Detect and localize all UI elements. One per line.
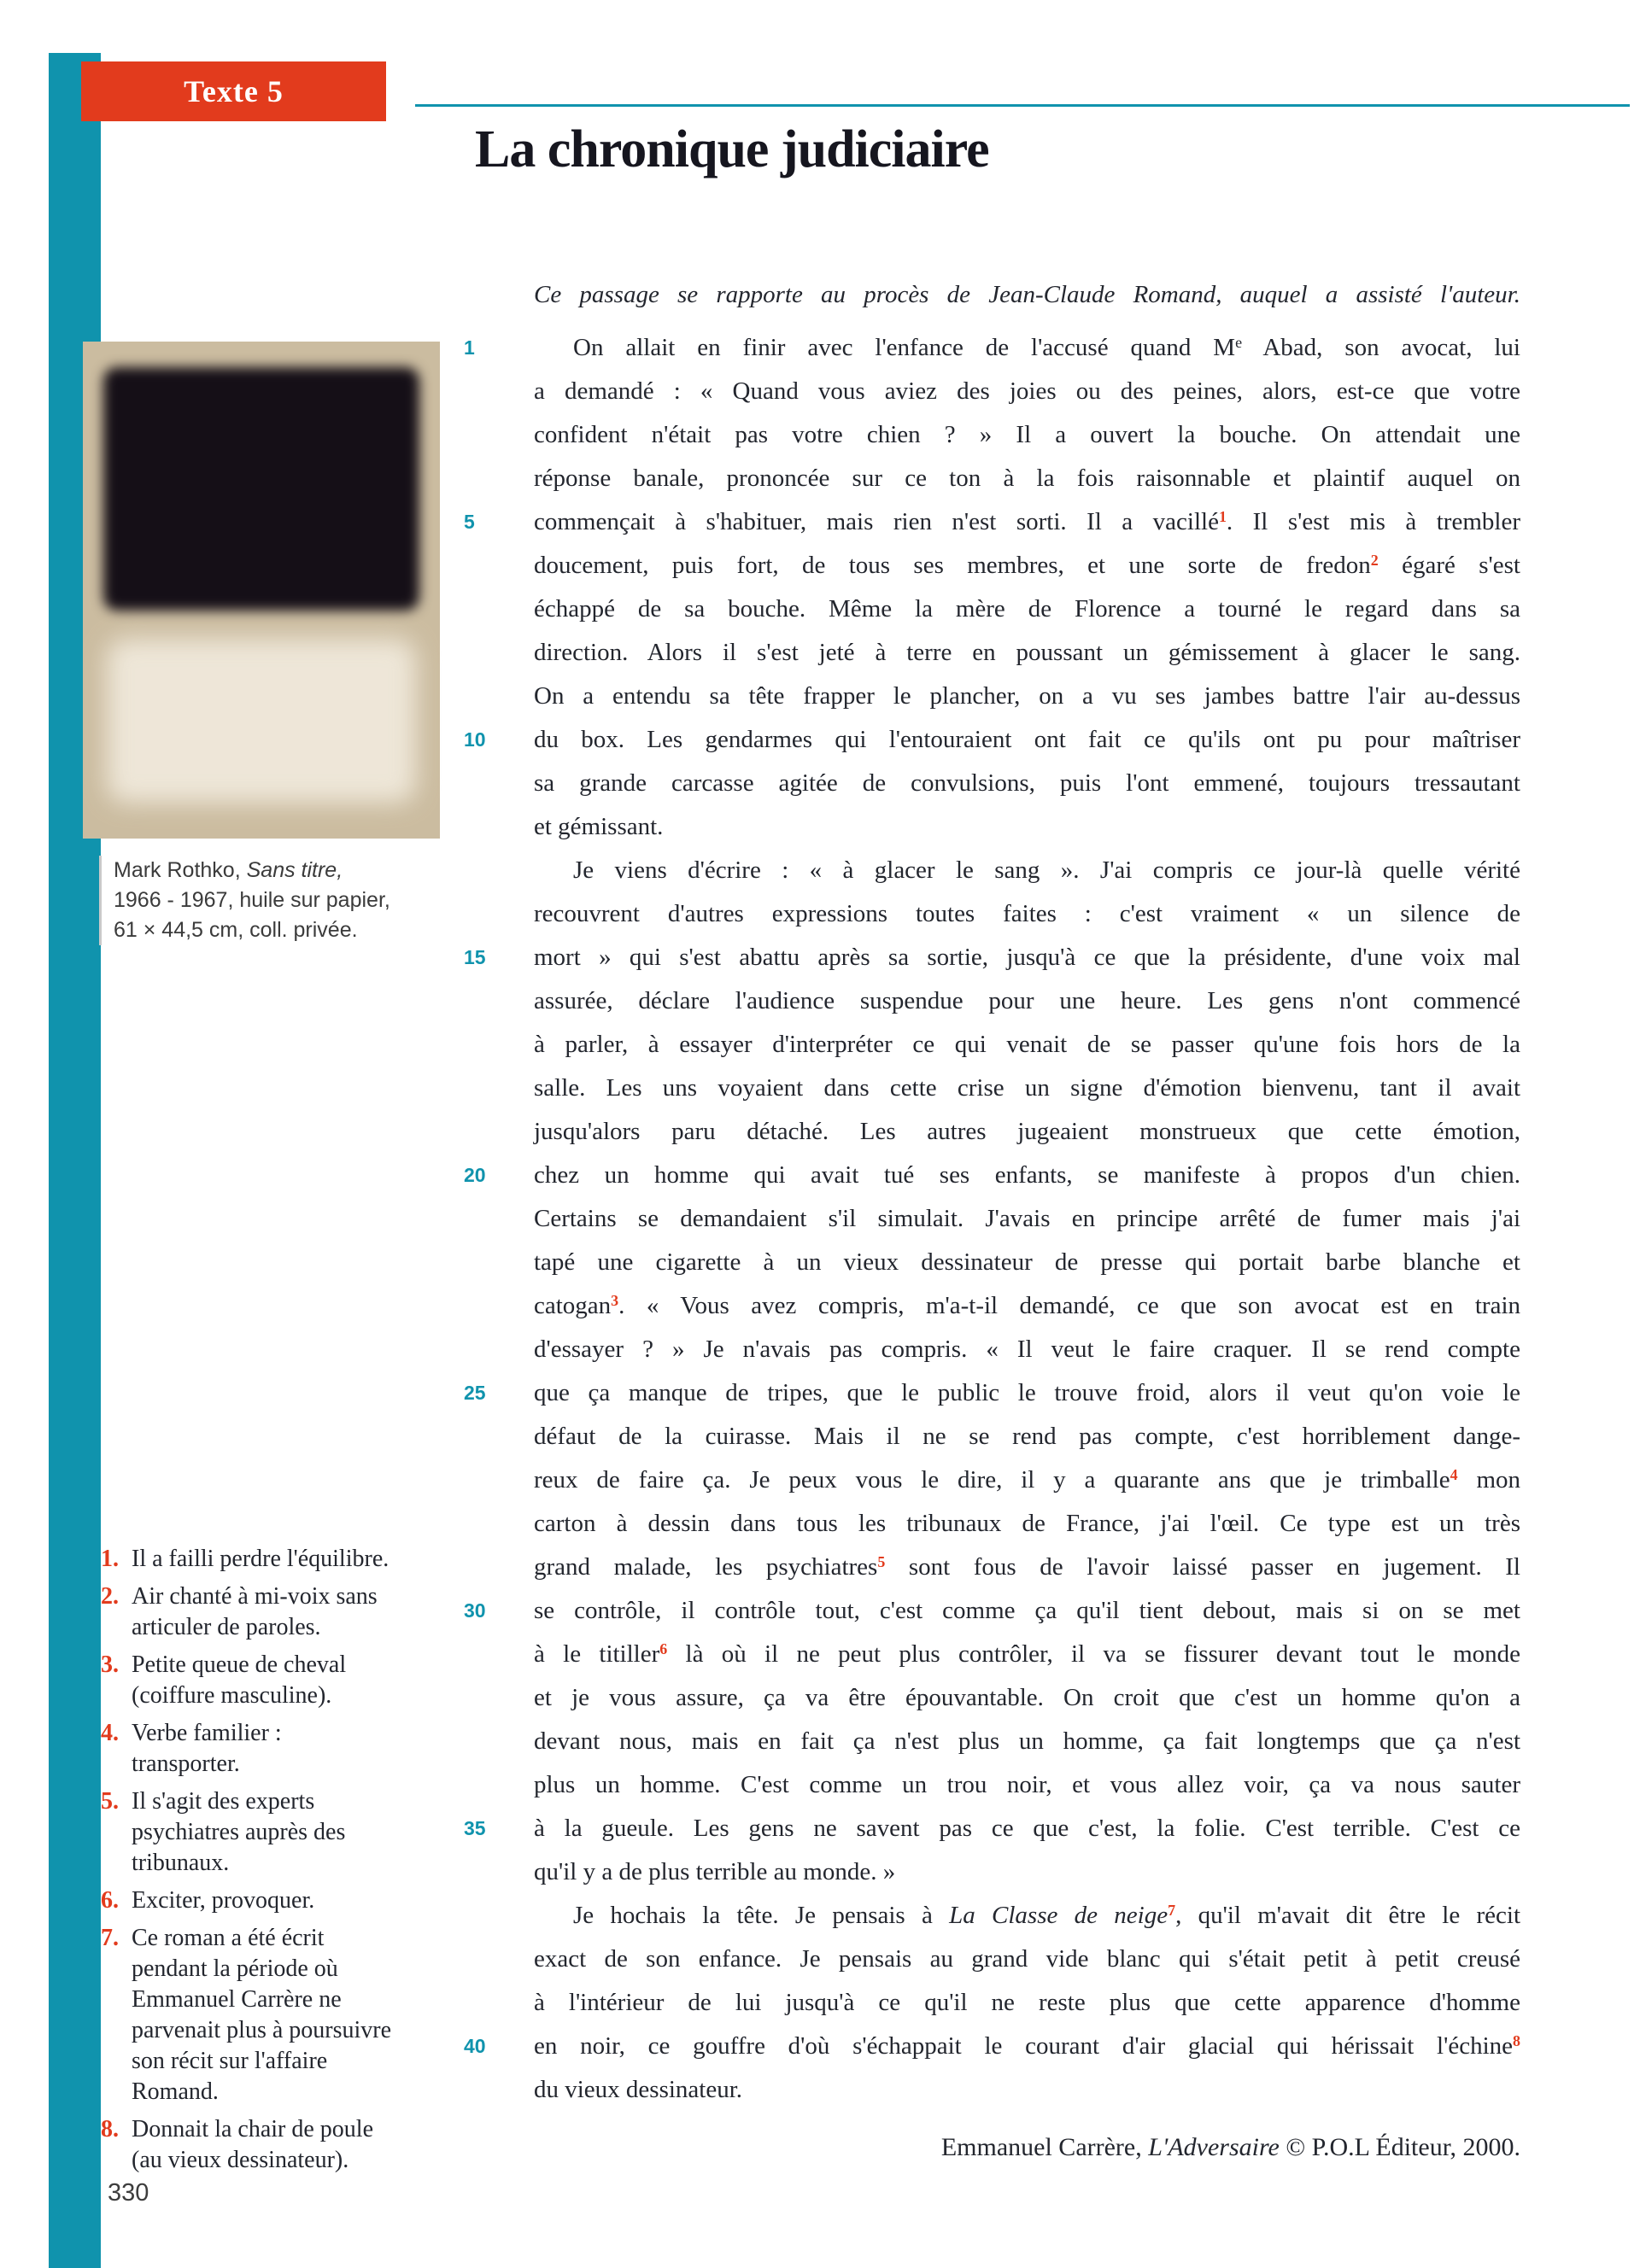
text-run: doucement, puis fort, de tous ses membres, et une sorte de fredon bbox=[534, 552, 1371, 579]
footnote-text: Il s'agit des experts psychiatres auprès des tribunaux. bbox=[132, 1788, 346, 1876]
intro-text bbox=[534, 273, 1520, 317]
footnote-marker: 7 bbox=[1168, 1902, 1176, 1920]
text-run: à parler, à essayer d'interpréter ce qui venait de se passer qu'une fois hors de la bbox=[534, 1031, 1520, 1058]
text-run: e bbox=[1235, 334, 1243, 352]
header-rule bbox=[415, 104, 1630, 107]
text-line bbox=[534, 631, 1520, 675]
text-line bbox=[534, 587, 1520, 631]
footnote-item bbox=[101, 2114, 395, 2176]
line-number: 35 bbox=[464, 1817, 486, 1839]
text-line bbox=[534, 1415, 1520, 1458]
text-line bbox=[534, 1850, 1520, 1894]
text-line bbox=[464, 936, 1520, 979]
footnote-number: 8. bbox=[101, 2116, 119, 2142]
text-line bbox=[534, 1938, 1520, 1981]
text-line bbox=[534, 1067, 1520, 1110]
line-number: 5 bbox=[464, 511, 475, 533]
text-run: La Classe de neige bbox=[949, 1902, 1168, 1929]
text-line bbox=[464, 1807, 1520, 1850]
footnote-item bbox=[101, 1923, 395, 2107]
text-run: à l'intérieur de lui jusqu'à ce qu'il ne reste plus que cette apparence d'homme bbox=[534, 1989, 1520, 2016]
text-line bbox=[534, 370, 1520, 413]
text-line bbox=[464, 2025, 1520, 2068]
text-run: direction. Alors il s'est jeté à terre en poussant un gémissement à glacer le sang. bbox=[534, 639, 1520, 666]
text-line bbox=[534, 1197, 1520, 1241]
text-line bbox=[534, 1720, 1520, 1763]
text-line bbox=[534, 979, 1520, 1023]
line-number: 1 bbox=[464, 336, 475, 359]
footnote-number: 7. bbox=[101, 1925, 119, 1951]
text-run: Sans titre, bbox=[246, 858, 343, 882]
footnote-number: 6. bbox=[101, 1887, 119, 1914]
text-run: recouvrent d'autres expressions toutes faites : c'est vraiment « un silence de bbox=[534, 900, 1520, 927]
text-line bbox=[534, 1284, 1520, 1328]
text-line bbox=[534, 1023, 1520, 1067]
text-line bbox=[534, 675, 1520, 718]
text-run: . « Vous avez compris, m'a-t-il demandé, ce que son avocat est en train bbox=[618, 1292, 1520, 1319]
text-line bbox=[464, 500, 1520, 544]
line-number: 30 bbox=[464, 1599, 486, 1622]
text-line bbox=[464, 1371, 1520, 1415]
caption-line bbox=[114, 886, 430, 915]
text-run: carton à dessin dans tous les tribunaux de France, j'ai l'œil. Ce type est un très bbox=[534, 1510, 1520, 1537]
footnote-text: Air chanté à mi-voix sans articuler de paroles. bbox=[132, 1583, 378, 1640]
text-line bbox=[534, 892, 1520, 936]
text-run: qu'il y a de plus terrible au monde. » bbox=[534, 1858, 896, 1885]
footnote-number: 4. bbox=[101, 1720, 119, 1746]
footnote-item bbox=[101, 1718, 395, 1780]
line-number: 15 bbox=[464, 946, 486, 968]
text-run: On allait en finir avec l'enfance de l'accusé quand M bbox=[573, 334, 1236, 361]
footnote-number: 5. bbox=[101, 1788, 119, 1815]
text-run: grand malade, les psychiatres bbox=[534, 1553, 878, 1581]
text-run: se contrôle, il contrôle tout, c'est comme ça qu'il tient debout, mais si on se met bbox=[534, 1597, 1520, 1624]
text-line bbox=[534, 1763, 1520, 1807]
image-caption bbox=[99, 856, 430, 945]
text-run: © P.O.L Éditeur, 2000. bbox=[1279, 2133, 1520, 2161]
footnote-text: Petite queue de cheval (coiffure masculine). bbox=[132, 1651, 347, 1709]
text-line bbox=[464, 1154, 1520, 1197]
text-run: Certains se demandaient s'il simulait. J'avais en principe arrêté de fumer mais j'ai bbox=[534, 1205, 1520, 1232]
text-line bbox=[534, 849, 1520, 892]
text-line bbox=[534, 1546, 1520, 1589]
text-run: mort » qui s'est abattu après sa sortie, jusqu'à ce que la présidente, d'une voix mal bbox=[534, 944, 1520, 971]
footnote-marker: 5 bbox=[877, 1553, 886, 1571]
text-run: reux de faire ça. Je peux vous le dire, il y a quarante ans que je trimballe bbox=[534, 1466, 1450, 1493]
text-run: 61 × 44,5 cm, coll. privée. bbox=[114, 918, 358, 942]
footnote-marker: 3 bbox=[611, 1292, 619, 1310]
footnote-number: 1. bbox=[101, 1546, 119, 1572]
text-line bbox=[534, 544, 1520, 587]
footnote-marker: 6 bbox=[659, 1640, 668, 1658]
footnote-text: Donnait la chair de poule (au vieux dessinateur). bbox=[132, 2116, 374, 2173]
text-run: à la gueule. Les gens ne savent pas ce que c'est, la folie. C'est terrible. C'est ce bbox=[534, 1815, 1520, 1842]
text-run: sa grande carcasse agitée de convulsions, puis l'ont emmené, toujours tressautant bbox=[534, 769, 1520, 797]
text-run: là où il ne peut plus contrôler, il va se fissurer devant tout le monde bbox=[667, 1640, 1520, 1668]
footnote-number: 3. bbox=[101, 1651, 119, 1678]
page-title: La chronique judiciaire bbox=[475, 120, 989, 178]
footnote-item bbox=[101, 1786, 395, 1879]
text-run: du vieux dessinateur. bbox=[534, 2076, 743, 2103]
text-line bbox=[534, 1633, 1520, 1676]
page-number: 330 bbox=[108, 2179, 149, 2207]
text-run: en noir, ce gouffre d'où s'échappait le courant d'air glacial qui hérissait l'échine bbox=[534, 2032, 1514, 2060]
text-run: catogan bbox=[534, 1292, 612, 1319]
footnote-text: Ce roman a été écrit pendant la période où Emmanuel Carrère ne parvenait plus à poursuivre son récit sur l'affaire Romand. bbox=[132, 1925, 392, 2105]
text-line bbox=[534, 1502, 1520, 1546]
text-run: sont fous de l'avoir laissé passer en jugement. Il bbox=[885, 1553, 1520, 1581]
attribution bbox=[534, 2133, 1520, 2162]
text-line bbox=[534, 805, 1520, 849]
text-line bbox=[464, 718, 1520, 762]
text-run: Je hochais la tête. Je pensais à bbox=[573, 1902, 950, 1929]
text-line bbox=[534, 2068, 1520, 2112]
text-line bbox=[534, 457, 1520, 500]
text-run: Mark Rothko, bbox=[114, 858, 247, 882]
text-run: Je viens d'écrire : « à glacer le sang ». J'ai compris ce jour-là quelle vérité bbox=[573, 856, 1520, 884]
text-line bbox=[534, 1676, 1520, 1720]
line-number: 10 bbox=[464, 728, 486, 751]
text-run: Abad, son avocat, lui bbox=[1242, 334, 1520, 361]
texte-label-box bbox=[81, 61, 386, 121]
text-run: tapé une cigarette à un vieux dessinateur de presse qui portait barbe blanche et bbox=[534, 1248, 1520, 1276]
text-line bbox=[534, 1241, 1520, 1284]
caption-line bbox=[114, 856, 430, 886]
rothko-dark-field bbox=[103, 367, 419, 611]
text-line bbox=[534, 1110, 1520, 1154]
text-run: mon bbox=[1457, 1466, 1520, 1493]
text-run: jusqu'alors paru détaché. Les autres jugeaient monstrueux que cette émotion, bbox=[534, 1118, 1520, 1145]
text-run: plus un homme. C'est comme un trou noir, et vous allez voir, ça va nous sauter bbox=[534, 1771, 1520, 1798]
text-run: confident n'était pas votre chien ? » Il a ouvert la bouche. On attendait une bbox=[534, 421, 1520, 448]
text-run: défaut de la cuirasse. Mais il ne se rend pas compte, c'est horriblement dange- bbox=[534, 1423, 1520, 1450]
text-run: réponse banale, prononcée sur ce ton à la fois raisonnable et plaintif auquel on bbox=[534, 465, 1520, 492]
footnote-text: Exciter, provoquer. bbox=[132, 1887, 315, 1914]
caption-line bbox=[114, 915, 430, 945]
text-run: chez un homme qui avait tué ses enfants, se manifeste à propos d'un chien. bbox=[534, 1161, 1520, 1189]
text-column bbox=[464, 326, 1520, 2112]
footnote-item bbox=[101, 1885, 395, 1916]
text-run: exact de son enfance. Je pensais au grand vide blanc qui s'était petit à petit creusé bbox=[534, 1945, 1520, 1973]
text-run: à le titiller bbox=[534, 1640, 660, 1668]
text-run: devant nous, mais en fait ça n'est plus un homme, ça fait longtemps que ça n'est bbox=[534, 1727, 1520, 1755]
footnote-number: 2. bbox=[101, 1583, 119, 1610]
footnote-text: Verbe familier : transporter. bbox=[132, 1720, 282, 1777]
text-run: Ce passage se rapporte au procès de Jean-Claude Romand, auquel a assisté l'auteur. bbox=[534, 281, 1520, 308]
footnote-marker: 2 bbox=[1370, 552, 1379, 570]
text-run: échappé de sa bouche. Même la mère de Florence a tourné le regard dans sa bbox=[534, 595, 1520, 623]
rothko-painting bbox=[83, 342, 440, 839]
rothko-light-field bbox=[107, 639, 416, 803]
footnote-marker: 4 bbox=[1450, 1466, 1458, 1484]
text-run: a demandé : « Quand vous aviez des joies ou des peines, alors, est-ce que votre bbox=[534, 377, 1520, 405]
text-line bbox=[464, 1589, 1520, 1633]
text-run: , qu'il m'avait dit être le récit bbox=[1175, 1902, 1520, 1929]
footnote-text: Il a failli perdre l'équilibre. bbox=[132, 1546, 390, 1572]
text-run: . Il s'est mis à trembler bbox=[1226, 508, 1520, 535]
footnote-item bbox=[101, 1581, 395, 1643]
footnote-item bbox=[101, 1544, 395, 1575]
text-run: et je vous assure, ça va être épouvantable. On croit que c'est un homme qu'on a bbox=[534, 1684, 1520, 1711]
text-run: égaré s'est bbox=[1378, 552, 1520, 579]
footnotes-list bbox=[101, 1544, 395, 2183]
text-run: 1966 - 1967, huile sur papier, bbox=[114, 888, 390, 912]
text-run: L'Adversaire bbox=[1148, 2133, 1280, 2161]
texte-label: Texte 5 bbox=[184, 74, 284, 108]
text-run: On a entendu sa tête frapper le plancher, on a vu ses jambes battre l'air au-dessus bbox=[534, 682, 1520, 710]
text-line bbox=[534, 413, 1520, 457]
text-run: assurée, déclare l'audience suspendue pour une heure. Les gens n'ont commencé bbox=[534, 987, 1520, 1014]
text-run: du box. Les gendarmes qui l'entouraient ont fait ce qu'ils ont pu pour maîtriser bbox=[534, 726, 1520, 753]
footnote-marker: 8 bbox=[1513, 2032, 1520, 2050]
text-line bbox=[534, 762, 1520, 805]
text-line bbox=[534, 1458, 1520, 1502]
text-run: Emmanuel Carrère, bbox=[940, 2133, 1149, 2161]
line-number: 40 bbox=[464, 2035, 486, 2057]
line-number: 20 bbox=[464, 1164, 486, 1186]
text-line bbox=[464, 326, 1520, 370]
footnote-item bbox=[101, 1650, 395, 1711]
text-run: que ça manque de tripes, que le public le trouve froid, alors il veut qu'on voie le bbox=[534, 1379, 1520, 1406]
text-run: salle. Les uns voyaient dans cette crise un signe d'émotion bienvenu, tant il avait bbox=[534, 1074, 1520, 1102]
text-line bbox=[534, 1328, 1520, 1371]
footnote-marker: 1 bbox=[1218, 508, 1227, 526]
text-line bbox=[534, 1894, 1520, 1938]
text-run: et gémissant. bbox=[534, 813, 664, 840]
text-run: d'essayer ? » Je n'avais pas compris. « Il veut le faire craquer. Il se rend compte bbox=[534, 1336, 1520, 1363]
text-line bbox=[534, 1981, 1520, 2025]
text-run: commençait à s'habituer, mais rien n'est sorti. Il a vacillé bbox=[534, 508, 1219, 535]
line-number: 25 bbox=[464, 1382, 486, 1404]
